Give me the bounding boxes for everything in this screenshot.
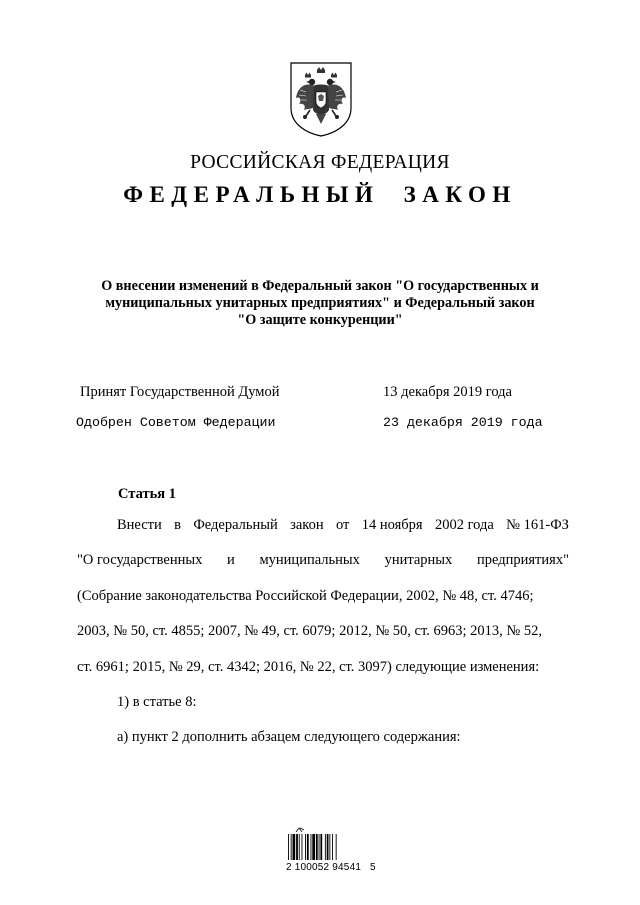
russian-coat-of-arms-icon bbox=[288, 60, 354, 138]
word: от bbox=[335, 517, 350, 533]
article-item: 1) в статье 8: bbox=[117, 694, 197, 710]
article-subitem: а) пункт 2 дополнить абзацем следующего содержания: bbox=[117, 729, 461, 745]
word: 2002 года bbox=[434, 517, 494, 533]
article-text-line: (Собрание законодательства Российской Федерации, 2002, № 48, ст. 4746; bbox=[77, 588, 534, 604]
article-text-line bbox=[77, 552, 569, 569]
council-label: Одобрен Советом Федерации bbox=[76, 415, 276, 430]
word: 14 ноября bbox=[361, 517, 423, 533]
word: в bbox=[174, 517, 181, 533]
law-title-line: О внесении изменений в Федеральный закон "О государственных и bbox=[101, 278, 539, 294]
word: и bbox=[227, 552, 235, 568]
country-name: РОССИЙСКАЯ ФЕДЕРАЦИЯ bbox=[190, 152, 450, 173]
word: № 161-ФЗ bbox=[506, 517, 569, 533]
article-heading: Статья 1 bbox=[118, 486, 176, 502]
law-title-line: муниципальных унитарных предприятиях" и Федеральный закон bbox=[105, 295, 535, 311]
word: закон bbox=[290, 517, 324, 533]
word: унитарных bbox=[384, 552, 453, 568]
word: Федеральный bbox=[193, 517, 278, 533]
word: "О государственных bbox=[77, 552, 203, 568]
article-text-line: 2003, № 50, ст. 4855; 2007, № 49, ст. 6079; 2012, № 50, ст. 6963; 2013, № 52, bbox=[77, 623, 542, 639]
duma-date: 13 декабря 2019 года bbox=[383, 384, 512, 400]
word: предприятиях" bbox=[476, 552, 569, 568]
law-title-line: "О защите конкуренции" bbox=[237, 312, 403, 328]
word: Внести bbox=[117, 517, 162, 533]
law-title bbox=[60, 278, 580, 329]
word: муниципальных bbox=[259, 552, 360, 568]
document-type: ФЕДЕРАЛЬНЫЙ ЗАКОН bbox=[123, 182, 517, 207]
article-text-line: ст. 6961; 2015, № 29, ст. 4342; 2016, № 22, ст. 3097) следующие изменения: bbox=[77, 659, 540, 675]
council-date: 23 декабря 2019 года bbox=[383, 415, 543, 430]
article-text-line bbox=[77, 517, 569, 534]
barcode-number: 2 100052 94541 5 bbox=[286, 862, 376, 873]
duma-label: Принят Государственной Думой bbox=[80, 384, 280, 400]
barcode-icon bbox=[286, 826, 372, 882]
